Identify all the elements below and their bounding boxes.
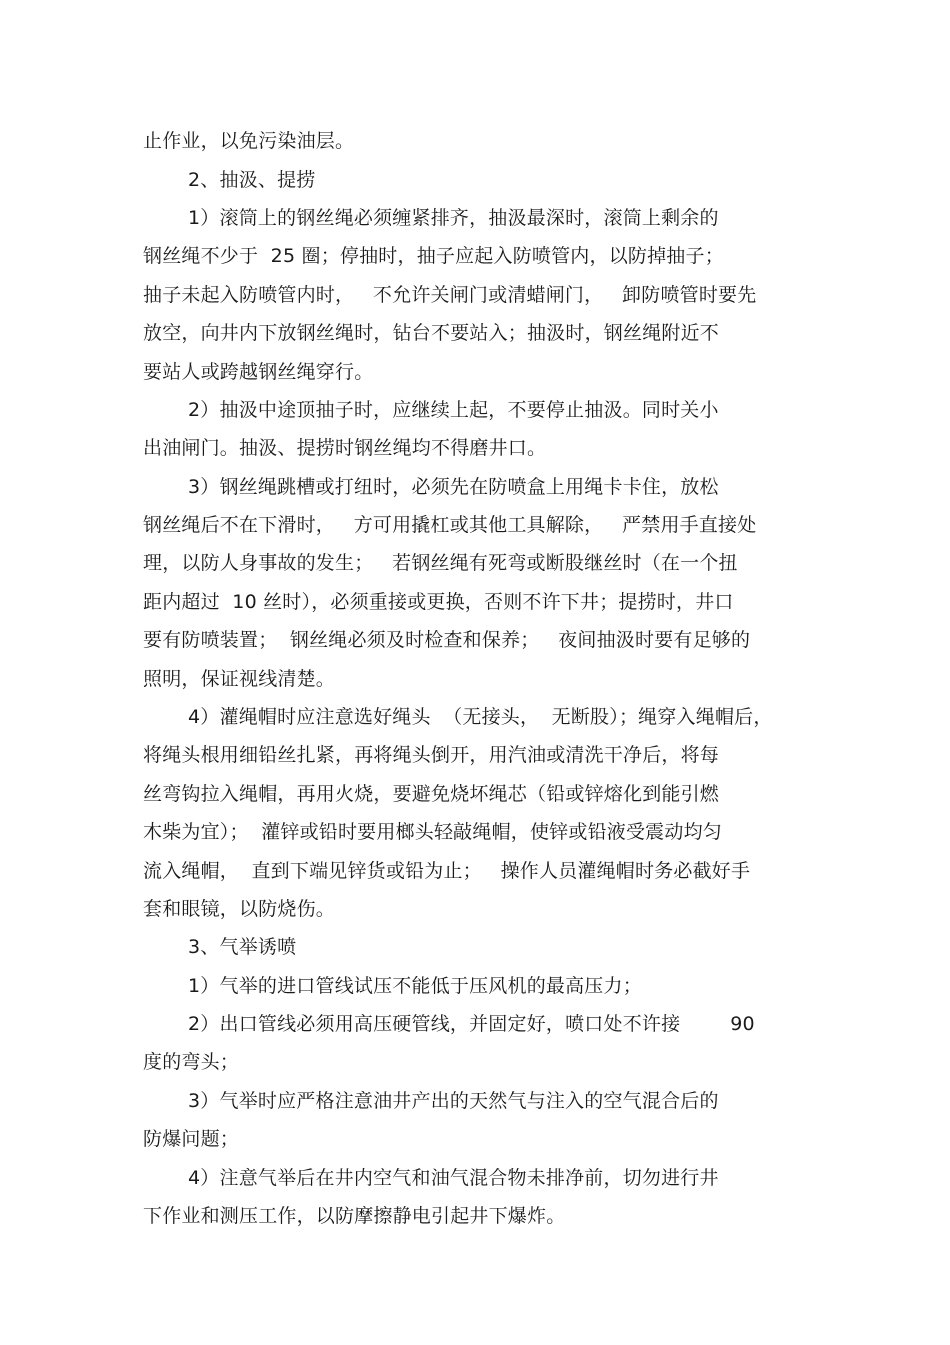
text-line: 4）灌绳帽时应注意选好绳头 （无接头， 无断股）；绳穿入绳帽后，: [188, 706, 773, 728]
text-line: 放空，向井内下放钢丝绳时，钻台不要站入；抽汲时，钢丝绳附近不: [143, 322, 720, 344]
text-line: 3）气举时应严格注意油井产出的天然气与注入的空气混合后的: [188, 1090, 719, 1112]
text-line: 要有防喷装置； 钢丝绳必须及时检查和保养； 夜间抽汲时要有足够的: [143, 629, 751, 651]
text-line: 将绳头根用细铅丝扎紧，再将绳头倒开，用汽油或清洗干净后，将每: [143, 744, 720, 766]
section-heading: 2、抽汲、提捞: [188, 169, 316, 191]
text-line: 下作业和测压工作，以防摩擦静电引起井下爆炸。: [143, 1205, 566, 1227]
text-line: 度的弯头；: [143, 1051, 240, 1073]
text-line: 照明，保证视线清楚。: [143, 668, 336, 690]
text-line: 出油闸门。抽汲、提捞时钢丝绳均不得磨井口。: [143, 437, 547, 459]
text-line: 套和眼镜，以防烧伤。: [143, 898, 336, 920]
text-line: 4）注意气举后在井内空气和油气混合物未排净前，切勿进行井: [188, 1167, 719, 1189]
text-line: 流入绳帽， 直到下端见锌货或铅为止； 操作人员灌绳帽时务必截好手: [143, 860, 751, 882]
text-line: 抽子未起入防喷管内时， 不允许关闸门或清蜡闸门， 卸防喷管时要先: [143, 284, 757, 306]
text-line: 防爆问题；: [143, 1128, 240, 1150]
section-heading: 3、气举诱喷: [188, 936, 297, 958]
text-line: 2）抽汲中途顶抽子时，应继续上起，不要停止抽汲。同时关小: [188, 399, 719, 421]
text-line: 丝弯钩拉入绳帽，再用火烧，要避免烧坏绳芯（铅或锌熔化到能引燃: [143, 783, 720, 805]
text-line: 止作业，以免污染油层。: [143, 130, 355, 152]
text-line: 钢丝绳不少于 25 圈；停抽时，抽子应起入防喷管内，以防掉抽子；: [143, 245, 724, 267]
text-line: 3）钢丝绳跳槽或打纽时，必须先在防喷盒上用绳卡卡住，放松: [188, 476, 719, 498]
text-line: 2）出口管线必须用高压硬管线，并固定好，喷口处不许接 90: [188, 1013, 755, 1035]
text-line: 要站人或跨越钢丝绳穿行。: [143, 361, 374, 383]
text-line: 钢丝绳后不在下滑时， 方可用撬杠或其他工具解除， 严禁用手直接处: [143, 514, 757, 536]
text-line: 1）滚筒上的钢丝绳必须缠紧排齐，抽汲最深时，滚筒上剩余的: [188, 207, 719, 229]
text-line: 理，以防人身事故的发生； 若钢丝绳有死弯或断股继丝时（在一个扭: [143, 552, 738, 574]
text-line: 木柴为宜）； 灌锌或铅时要用榔头轻敲绳帽，使锌或铅液受震动均匀: [143, 821, 722, 843]
text-line: 距内超过 10 丝时），必须重接或更换，否则不许下井；提捞时，井口: [143, 591, 734, 613]
text-line: 1）气举的进口管线试压不能低于压风机的最高压力；: [188, 975, 642, 997]
